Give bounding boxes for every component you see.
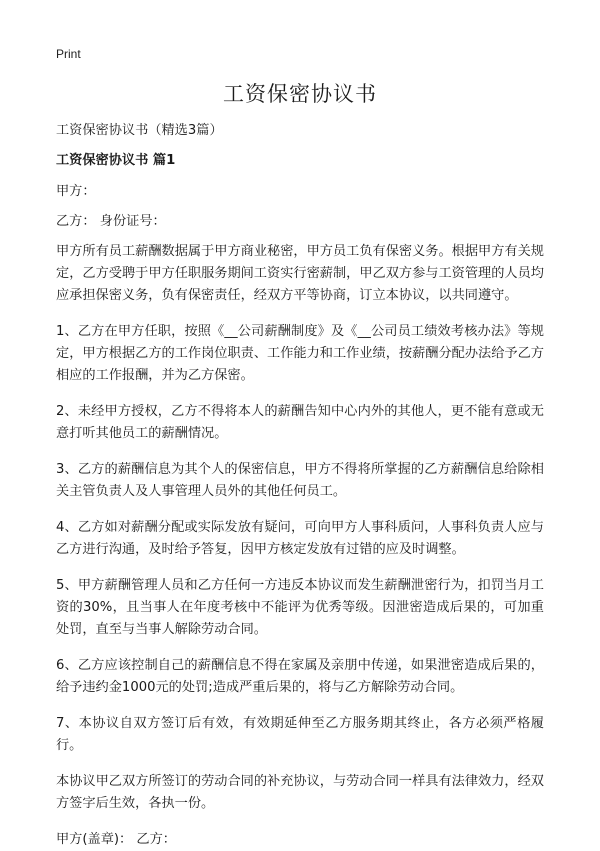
paragraph-clause-1: 1、乙方在甲方任职，按照《__公司薪酬制度》及《__公司员工绩效考核办法》等规定，甲方根据乙方的工作岗位职责、工作能力和工作业绩，按薪酬分配办法给予乙方相应的工作报酬，并为乙方保密。 bbox=[56, 324, 544, 383]
document-subtitle: 工资保密协议书（精选3篇） bbox=[56, 123, 223, 138]
document-title: 工资保密协议书 bbox=[223, 82, 377, 106]
paragraph-closing: 本协议甲乙双方所签订的劳动合同的补充协议，与劳动合同一样具有法律效力，经双方签字后生效，各执一份。 bbox=[56, 774, 544, 811]
document-body bbox=[56, 120, 544, 851]
paragraph-clause-5: 5、甲方薪酬管理人员和乙方任何一方违反本协议而发生薪酬泄密行为，扣罚当月工资的30%，且当事人在年度考核中不能评为优秀等级。因泄密造成后果的，可加重处罚，直至与当事人解除劳动合同。 bbox=[56, 578, 544, 637]
party-a-line: 甲方： bbox=[56, 184, 96, 199]
paragraph-clause-4: 4、乙方如对薪酬分配或实际发放有疑问，可向甲方人事科质问，人事科负责人应与乙方进行沟通，及时给予答复，因甲方核定发放有过错的应及时调整。 bbox=[56, 520, 544, 557]
paragraph-clause-6: 6、乙方应该控制自己的薪酬信息不得在家属及亲朋中传递，如果泄密造成后果的，给予违约金1000元的处罚;造成严重后果的，将与乙方解除劳动合同。 bbox=[56, 658, 544, 695]
paragraph-clause-3: 3、乙方的薪酬信息为其个人的保密信息，甲方不得将所掌握的乙方薪酬信息给除相关主管负责人及人事管理人员外的其他任何员工。 bbox=[56, 462, 544, 499]
paragraph-intro: 甲方所有员工薪酬数据属于甲方商业秘密，甲方员工负有保密义务。根据甲方有关规定，乙方受聘于甲方任职服务期间工资实行密薪制，甲乙双方参与工资管理的人员均应承担保密义务，负有保密责任，经双方平等协商，订立本协议，以共同遵守。 bbox=[56, 244, 544, 303]
section-heading: 工资保密协议书 篇1 bbox=[56, 153, 176, 168]
party-b-line: 乙方： 身份证号： bbox=[56, 214, 166, 229]
print-label[interactable]: Print bbox=[56, 47, 81, 61]
paragraph-clause-2: 2、未经甲方授权，乙方不得将本人的薪酬告知中心内外的其他人，更不能有意或无意打听其他员工的薪酬情况。 bbox=[56, 404, 544, 441]
signature-line: 甲方(盖章)： 乙方： bbox=[56, 832, 176, 847]
paragraph-clause-7: 7、本协议自双方签订后有效，有效期延伸至乙方服务期其终止，各方必须严格履行。 bbox=[56, 716, 544, 753]
